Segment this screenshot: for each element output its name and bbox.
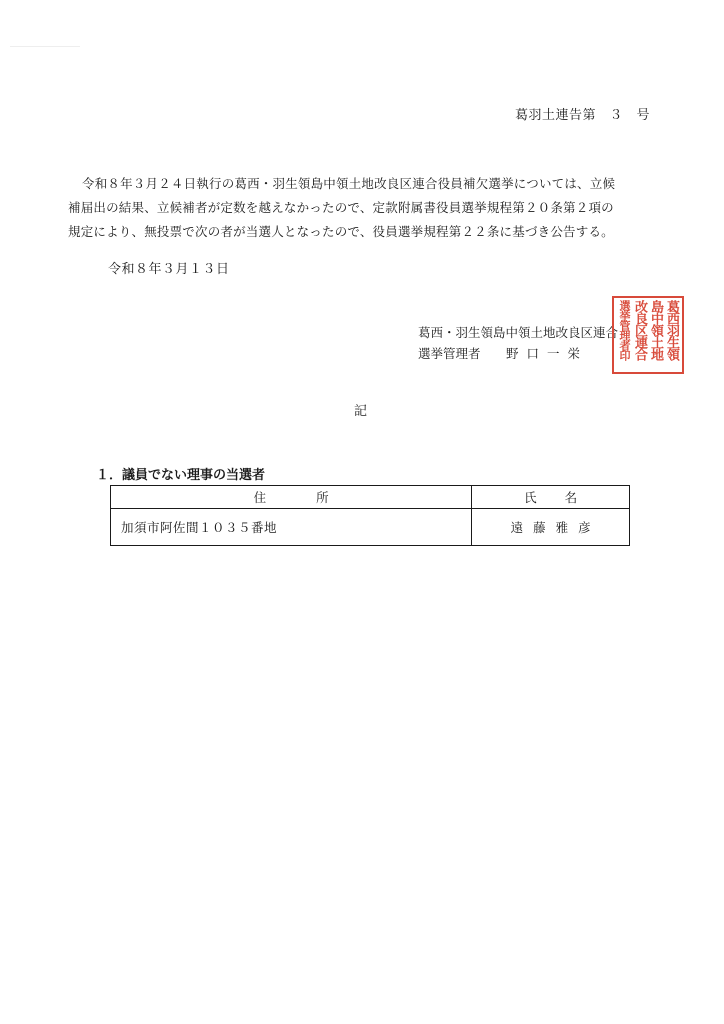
seal-column: 改良区連合 <box>632 300 647 360</box>
notice-body-line: 補届出の結果、立候補者が定数を越えなかったので、定款附属書役員選挙規程第２０条第２項の <box>68 200 614 215</box>
cell-address: 加須市阿佐間１０３５番地 <box>111 509 472 546</box>
seal-column: 選挙管理者印 <box>618 300 631 360</box>
scan-edge-mark <box>10 46 80 47</box>
issuer-manager <box>418 343 618 364</box>
seal-column: 島中領土地 <box>648 300 663 360</box>
cell-name: 遠藤雅彦 <box>472 509 630 546</box>
section-heading: １．議員でない理事の当選者 <box>96 468 266 483</box>
winners-table <box>110 485 630 546</box>
ki-marker: 記 <box>354 404 368 419</box>
notice-date: 令和８年３月１３日 <box>108 262 230 277</box>
table-header-row <box>111 486 630 509</box>
document-number: 葛羽土連告第 ３ 号 <box>514 108 650 123</box>
seal-column: 葛西羽生領 <box>664 300 679 360</box>
official-seal <box>612 296 684 374</box>
notice-body-line: 規定により、無投票で次の者が当選人となったので、役員選挙規程第２２条に基づき公告する。 <box>68 224 614 239</box>
manager-name: 野口一栄 <box>506 346 589 361</box>
manager-title: 選挙管理者 <box>418 346 481 361</box>
header-address: 住所 <box>111 486 472 509</box>
issuer-block <box>418 322 618 364</box>
header-name: 氏名 <box>472 486 630 509</box>
issuer-organization: 葛西・羽生領島中領土地改良区連合 <box>418 325 619 340</box>
notice-body <box>68 172 642 244</box>
notice-body-line: 令和８年３月２４日執行の葛西・羽生領島中領土地改良区連合役員補欠選挙については、立候 <box>82 176 616 191</box>
table-row <box>111 509 630 546</box>
